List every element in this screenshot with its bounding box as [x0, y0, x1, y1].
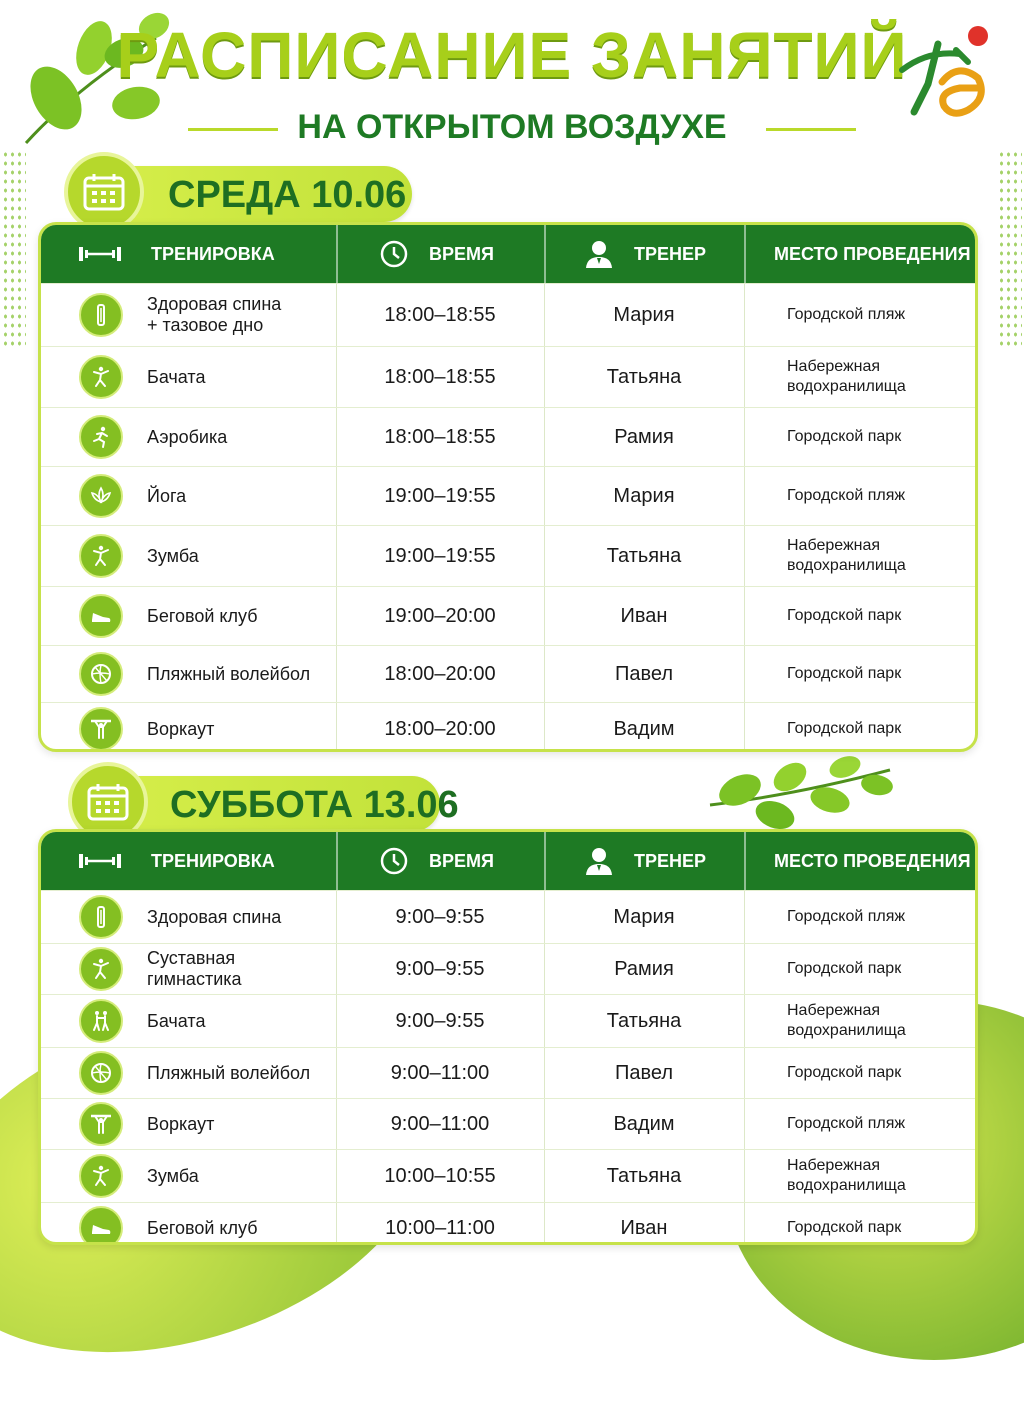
time-cell: 18:00–18:55	[384, 303, 496, 326]
trainer-icon	[583, 225, 615, 283]
time-cell: 9:00–11:00	[390, 1061, 490, 1084]
table-header	[41, 225, 975, 283]
table-row	[41, 702, 975, 752]
table-row	[41, 586, 975, 645]
time-cell: 18:00–18:55	[384, 425, 496, 448]
lotus-icon	[79, 474, 123, 518]
couple-dance-icon	[79, 999, 123, 1043]
header-activity: ТРЕНИРОВКА	[151, 243, 275, 264]
clock-icon	[379, 832, 409, 890]
place-cell: Городской парк	[787, 607, 902, 624]
trainer-name: Татьяна	[606, 1009, 682, 1032]
activity-name: Бачата	[147, 366, 206, 387]
dancer-icon	[79, 355, 123, 399]
header-trainer: ТРЕНЕР	[634, 850, 707, 871]
schedule-table-wednesday	[38, 222, 978, 752]
header-separator	[744, 832, 746, 890]
header-separator	[744, 225, 746, 283]
table-header	[41, 832, 975, 890]
header-separator	[544, 225, 546, 283]
table-row	[41, 943, 975, 994]
table-row	[41, 994, 975, 1047]
time-cell: 9:00–9:55	[395, 1009, 485, 1032]
trainer-icon	[583, 832, 615, 890]
header-trainer: ТРЕНЕР	[634, 243, 707, 264]
spine-icon	[79, 293, 123, 337]
day-label-wednesday: СРЕДА 10.06	[168, 174, 407, 216]
header-separator	[336, 832, 338, 890]
place-cell: Городской парк	[787, 960, 902, 977]
place-cell: Городской парк	[787, 720, 902, 737]
table-row	[41, 1098, 975, 1149]
activity-name: Воркаут	[147, 1113, 215, 1134]
dot-pattern-right	[998, 150, 1022, 350]
trainer-name: Рамия	[614, 425, 674, 448]
time-cell: 9:00–9:55	[395, 957, 485, 980]
header-activity: ТРЕНИРОВКА	[151, 850, 275, 871]
table-row	[41, 466, 975, 525]
time-cell: 19:00–19:55	[384, 544, 496, 567]
place-cell: Городской пляж	[787, 908, 906, 925]
place-cell: Городской парк	[787, 428, 902, 445]
header-time: ВРЕМЯ	[429, 243, 494, 264]
activity-name: Здоровая спина + тазовое дно	[147, 294, 282, 335]
day-label-saturday: СУББОТА 13.06	[170, 784, 459, 826]
runner-icon	[79, 415, 123, 459]
sneaker-icon	[79, 594, 123, 638]
pullup-bar-icon	[79, 707, 123, 751]
volleyball-icon	[79, 1051, 123, 1095]
time-cell: 18:00–18:55	[384, 365, 496, 388]
header-place: МЕСТО ПРОВЕДЕНИЯ	[774, 850, 971, 871]
place-cell: Набережная водохранилища	[787, 1002, 906, 1039]
dumbbell-icon	[77, 832, 123, 890]
place-cell: Набережная водохранилища	[787, 358, 906, 395]
time-cell: 10:00–11:00	[385, 1216, 495, 1239]
header-separator	[336, 225, 338, 283]
dancer-icon	[79, 1154, 123, 1198]
table-row	[41, 1202, 975, 1245]
place-cell: Набережная водохранилища	[787, 1157, 906, 1194]
time-cell: 9:00–9:55	[395, 905, 485, 928]
activity-name: Аэробика	[147, 426, 228, 447]
activity-name: Пляжный волейбол	[147, 1062, 311, 1083]
time-cell: 18:00–20:00	[384, 662, 496, 685]
place-cell: Городской парк	[787, 665, 902, 682]
trainer-name: Иван	[620, 1216, 668, 1239]
header-place: МЕСТО ПРОВЕДЕНИЯ	[774, 243, 971, 264]
dot-pattern-left	[2, 150, 26, 350]
activity-name: Суставная гимнастика	[147, 948, 242, 989]
place-cell: Городской пляж	[787, 1115, 906, 1132]
header-time: ВРЕМЯ	[429, 850, 494, 871]
time-cell: 18:00–20:00	[384, 717, 496, 740]
sports-logo	[898, 22, 994, 122]
dancer-icon	[79, 534, 123, 578]
activity-name: Йога	[147, 485, 187, 506]
page-title: РАСПИСАНИЕ ЗАНЯТИЙ	[116, 19, 908, 91]
sneaker-icon	[79, 1206, 123, 1245]
table-row	[41, 1149, 975, 1202]
table-row	[41, 283, 975, 346]
trainer-name: Вадим	[613, 717, 675, 740]
activity-name: Здоровая спина	[147, 906, 282, 927]
clock-icon	[379, 225, 409, 283]
pullup-bar-icon	[79, 1102, 123, 1146]
dancer-icon	[79, 947, 123, 991]
time-cell: 10:00–10:55	[384, 1164, 496, 1187]
table-row	[41, 407, 975, 466]
trainer-name: Павел	[614, 1061, 674, 1084]
activity-name: Бачата	[147, 1010, 206, 1031]
table-row	[41, 645, 975, 702]
activity-name: Зумба	[147, 545, 199, 566]
time-cell: 9:00–11:00	[390, 1112, 490, 1135]
trainer-name: Иван	[620, 604, 668, 627]
trainer-name: Рамия	[614, 957, 674, 980]
trainer-name: Павел	[614, 662, 674, 685]
place-cell: Городской пляж	[787, 306, 906, 323]
time-cell: 19:00–19:55	[384, 484, 496, 507]
activity-name: Воркаут	[147, 718, 215, 739]
table-row	[41, 346, 975, 407]
table-row	[41, 1047, 975, 1098]
activity-name: Пляжный волейбол	[147, 663, 311, 684]
calendar-icon	[64, 152, 144, 232]
trainer-name: Татьяна	[606, 544, 682, 567]
activity-name: Беговой клуб	[147, 605, 258, 626]
trainer-name: Татьяна	[606, 1164, 682, 1187]
activity-name: Зумба	[147, 1165, 199, 1186]
place-cell: Городской парк	[787, 1219, 902, 1236]
trainer-name: Мария	[613, 905, 675, 928]
spine-icon	[79, 895, 123, 939]
table-row	[41, 890, 975, 943]
schedule-table-saturday	[38, 829, 978, 1245]
time-cell: 19:00–20:00	[384, 604, 496, 627]
activity-name: Беговой клуб	[147, 1217, 258, 1238]
dumbbell-icon	[77, 225, 123, 283]
table-row	[41, 525, 975, 586]
volleyball-icon	[79, 652, 123, 696]
header-separator	[544, 832, 546, 890]
trainer-name: Татьяна	[606, 365, 682, 388]
place-cell: Городской парк	[787, 1064, 902, 1081]
trainer-name: Мария	[613, 303, 675, 326]
trainer-name: Мария	[613, 484, 675, 507]
page-subtitle: НА ОТКРЫТОМ ВОЗДУХЕ	[297, 108, 727, 146]
place-cell: Городской пляж	[787, 487, 906, 504]
place-cell: Набережная водохранилища	[787, 537, 906, 574]
trainer-name: Вадим	[613, 1112, 675, 1135]
